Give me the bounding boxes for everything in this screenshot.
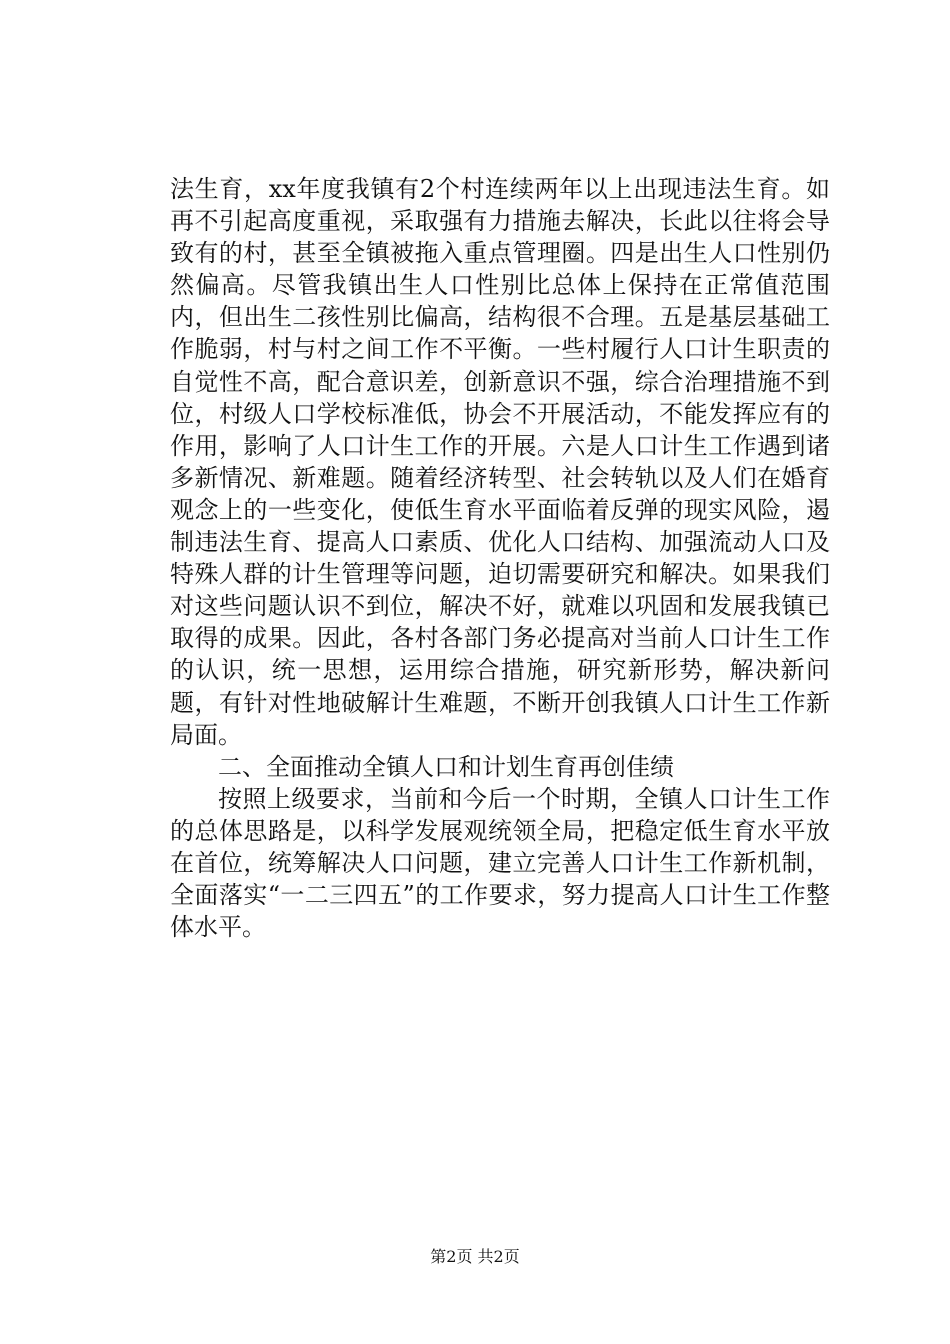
section-heading: 二、全面推动全镇人口和计划生育再创佳绩 xyxy=(218,752,674,781)
paragraph-body: 按照上级要求，当前和今后一个时期，全镇人口计生工作的总体思路是，以科学发展观统领全局，把稳定低生育水平放在首位，统筹解决人口问题，建立完善人口计生工作新机制，全面落实“一二三四五”的工作要求，努力提高人口计生工作整体水平。 xyxy=(170,784,830,942)
document-body xyxy=(170,173,830,943)
paragraph-continuation: 法生育，xx年度我镇有2个村连续两年以上出现违法生育。如再不引起高度重视，采取强有力措施去解决，长此以往将会导致有的村，甚至全镇被拖入重点管理圈。四是出生人口性别仍然偏高。尽管我镇出生人口性别比总体上保持在正常值范围内，但出生二孩性别比偏高，结构很不合理。五是基层基础工作脆弱，村与村之间工作不平衡。一些村履行人口计生职责的自觉性不高，配合意识差，创新意识不强，综合治理措施不到位，村级人口学校标准低，协会不开展活动，不能发挥应有的作用，影响了人口计生工作的开展。六是人口计生工作遇到诸多新情况、新难题。随着经济转型、社会转轨以及人们在婚育观念上的一些变化，使低生育水平面临着反弹的现实风险，遏制违法生育、提高人口素质、优化人口结构、加强流动人口及特殊人群的计生管理等问题，迫切需要研究和解决。如果我们对这些问题认识不到位，解决不好，就难以巩固和发展我镇已取得的成果。因此，各村各部门务必提高对当前人口计生工作的认识，统一思想，运用综合措施，研究新形势，解决新问题，有针对性地破解计生难题，不断开创我镇人口计生工作新局面。 xyxy=(170,175,830,749)
page-number-footer: 第2页 共2页 xyxy=(430,1247,520,1266)
